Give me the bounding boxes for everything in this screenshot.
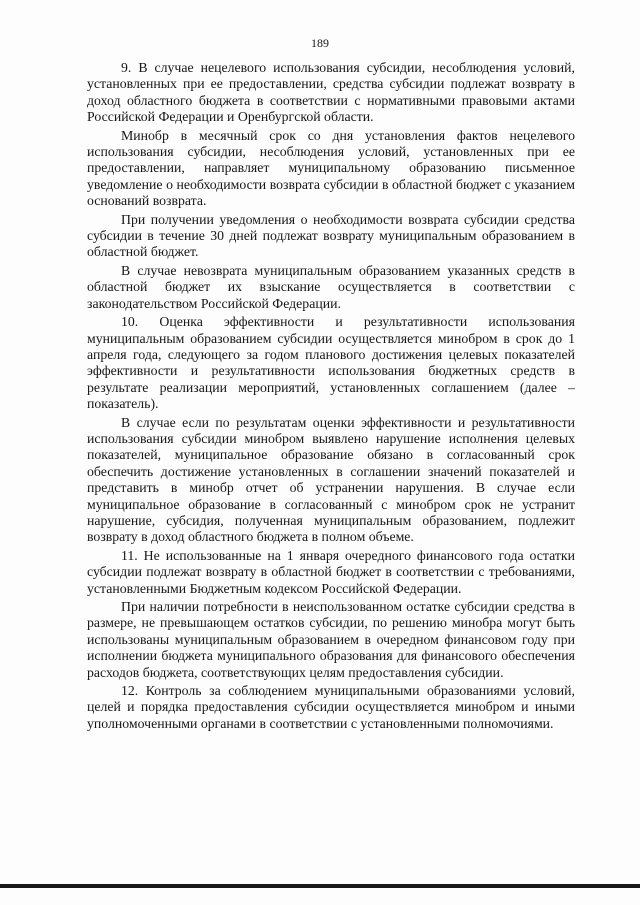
paragraph-11-remainder: При наличии потребности в неиспользованном остатке субсидии средства в размере, не превышающем остатков субсидии, по решению минобра могут быть использованы муниципальным образованием в очередном финансовом году при исполнении бюджета муниципального образования для финансового обеспечения расходов бюджета, соответствующих целям предоставления субсидии. bbox=[87, 599, 575, 680]
paragraph-9: 9. В случае нецелевого использования субсидии, несоблюдения условий, установленных при ее предоставлении, средства субсидии подлежат возврату в доход областного бюджета в соответствии с нормативными правовыми актами Российской Федерации и Оренбургской области. bbox=[87, 60, 575, 125]
paragraph-10: 10. Оценка эффективности и результативности использования муниципальным образованием субсидии осуществляется минобром в срок до 1 апреля года, следующего за годом планового достижения целевых показателей эффективности и результативности использования бюджетных средств в результате реализации мероприятий, установленных соглашением (далее – показатель). bbox=[87, 314, 575, 412]
bottom-border-rule bbox=[0, 884, 640, 888]
paragraph-9-recovery: В случае невозврата муниципальным образованием указанных средств в областной бюджет их взыскание осуществляется в соответствии с законодательством Российской Федерации. bbox=[87, 262, 575, 311]
paragraph-11: 11. Не использованные на 1 января очередного финансового года остатки субсидии подлежат возврату в областной бюджет в соответствии с требованиями, установленными Бюджетным кодексом Российской Федерации. bbox=[87, 547, 575, 596]
page-number: 189 bbox=[311, 36, 329, 50]
paragraph-12: 12. Контроль за соблюдением муниципальными образованиями условий, целей и порядка предоставления субсидии осуществляется минобром и иными уполномоченными органами в соответствии с установленными полномочиями. bbox=[87, 683, 575, 731]
paragraph-9-return: При получении уведомления о необходимости возврата субсидии средства субсидии в течение 30 дней подлежат возврату муниципальным образованием в областной бюджет. bbox=[87, 211, 575, 260]
paragraph-10-violation: В случае если по результатам оценки эффективности и результативности использования субсидии минобром выявлено нарушение исполнения целевых показателей, муниципальное образование обязано в согласованный срок обеспечить достижение установленных в соглашении значений показателей и представить в минобр отчет об устранении нарушения. В случае если муниципальное образование в согласованный с минобром срок не устранит нарушение, субсидия, полученная муниципальным образованием, подлежит возврату в доход областного бюджета в полном объеме. bbox=[87, 414, 575, 545]
document-body bbox=[87, 60, 575, 734]
paragraph-9-notice: Минобр в месячный срок со дня установления фактов нецелевого использования субсидии, несоблюдения условий, установленных при ее предоставлении, направляет муниципальному образованию письменное уведомление о необходимости возврата субсидии в областной бюджет с указанием оснований возврата. bbox=[87, 127, 575, 209]
